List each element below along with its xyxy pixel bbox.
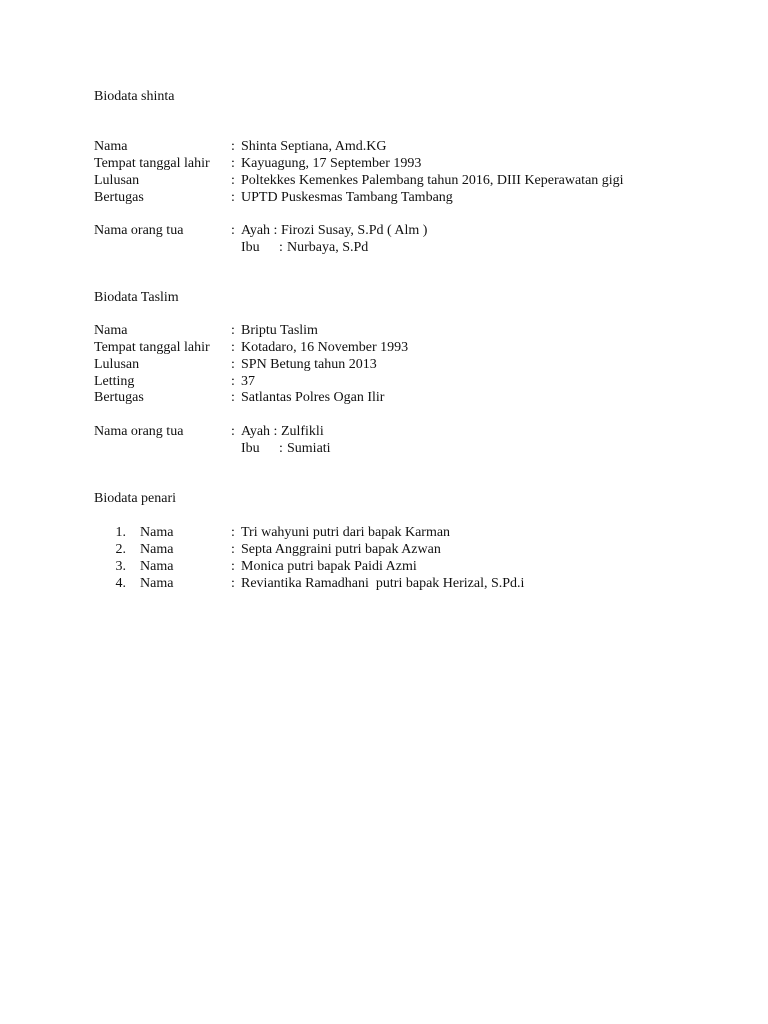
list-number: 1. (115, 525, 126, 540)
field-label: Nama (94, 323, 128, 338)
field-colon: : (279, 240, 283, 255)
list-item-label: Nama (140, 542, 174, 557)
field-colon: : (231, 390, 235, 405)
field-label: Letting (94, 374, 135, 389)
mother-label: Ibu (241, 240, 260, 255)
father-line: Ayah : Zulfikli (241, 424, 324, 439)
mother-name: Nurbaya, S.Pd (287, 240, 369, 255)
field-value: Poltekkes Kemenkes Palembang tahun 2016, DIII Keperawatan gigi (241, 173, 624, 188)
list-item-label: Nama (140, 576, 174, 591)
father-line: Ayah : Firozi Susay, S.Pd ( Alm ) (241, 223, 428, 238)
field-value: 37 (241, 374, 255, 389)
field-label: Tempat tanggal lahir (94, 156, 210, 171)
list-number: 2. (115, 542, 126, 557)
field-value: Briptu Taslim (241, 323, 318, 338)
list-item-label: Nama (140, 525, 174, 540)
field-label: Bertugas (94, 190, 144, 205)
field-label: Bertugas (94, 390, 144, 405)
field-colon: : (231, 374, 235, 389)
field-value: SPN Betung tahun 2013 (241, 357, 377, 372)
field-colon: : (231, 139, 235, 154)
list-number: 3. (115, 559, 126, 574)
list-number: 4. (115, 576, 126, 591)
field-value: Kayuagung, 17 September 1993 (241, 156, 422, 171)
section-heading-taslim: Biodata Taslim (94, 290, 179, 305)
field-colon: : (231, 323, 235, 338)
father-name: Firozi Susay, S.Pd ( Alm ) (280, 223, 428, 238)
list-item-value: Reviantika Ramadhani putri bapak Herizal, S.Pd.i (241, 576, 525, 591)
mother-label: Ibu (241, 441, 260, 456)
list-item-label: Nama (140, 559, 174, 574)
field-colon: : (231, 525, 235, 540)
mother-name: Sumiati (287, 441, 331, 456)
field-value: Kotadaro, 16 November 1993 (241, 340, 409, 355)
father-label: Ayah (241, 223, 271, 238)
field-colon: : (231, 156, 235, 171)
section-heading-penari: Biodata penari (94, 491, 177, 506)
section-heading-shinta: Biodata shinta (94, 89, 175, 104)
field-label: Nama (94, 139, 128, 154)
field-value: UPTD Puskesmas Tambang Tambang (241, 190, 453, 205)
field-colon: : (231, 357, 235, 372)
field-colon: : (279, 441, 283, 456)
list-item-value: Tri wahyuni putri dari bapak Karman (241, 525, 451, 540)
field-colon: : (231, 542, 235, 557)
field-value: Satlantas Polres Ogan Ilir (241, 390, 385, 405)
field-label: Tempat tanggal lahir (94, 340, 210, 355)
field-colon: : (231, 223, 235, 238)
father-name: Zulfikli (280, 424, 324, 439)
list-item-value: Septa Anggraini putri bapak Azwan (241, 542, 441, 557)
field-colon: : (231, 190, 235, 205)
parents-label: Nama orang tua (94, 424, 184, 439)
field-value: Shinta Septiana, Amd.KG (241, 139, 387, 154)
field-label: Lulusan (94, 357, 140, 372)
list-item-value: Monica putri bapak Paidi Azmi (241, 559, 417, 574)
field-colon: : (231, 424, 235, 439)
field-colon: : (231, 559, 235, 574)
field-label: Lulusan (94, 173, 140, 188)
parents-label: Nama orang tua (94, 223, 184, 238)
field-colon: : (231, 340, 235, 355)
field-colon: : (231, 173, 235, 188)
field-colon: : (231, 576, 235, 591)
father-label: Ayah (241, 424, 271, 439)
